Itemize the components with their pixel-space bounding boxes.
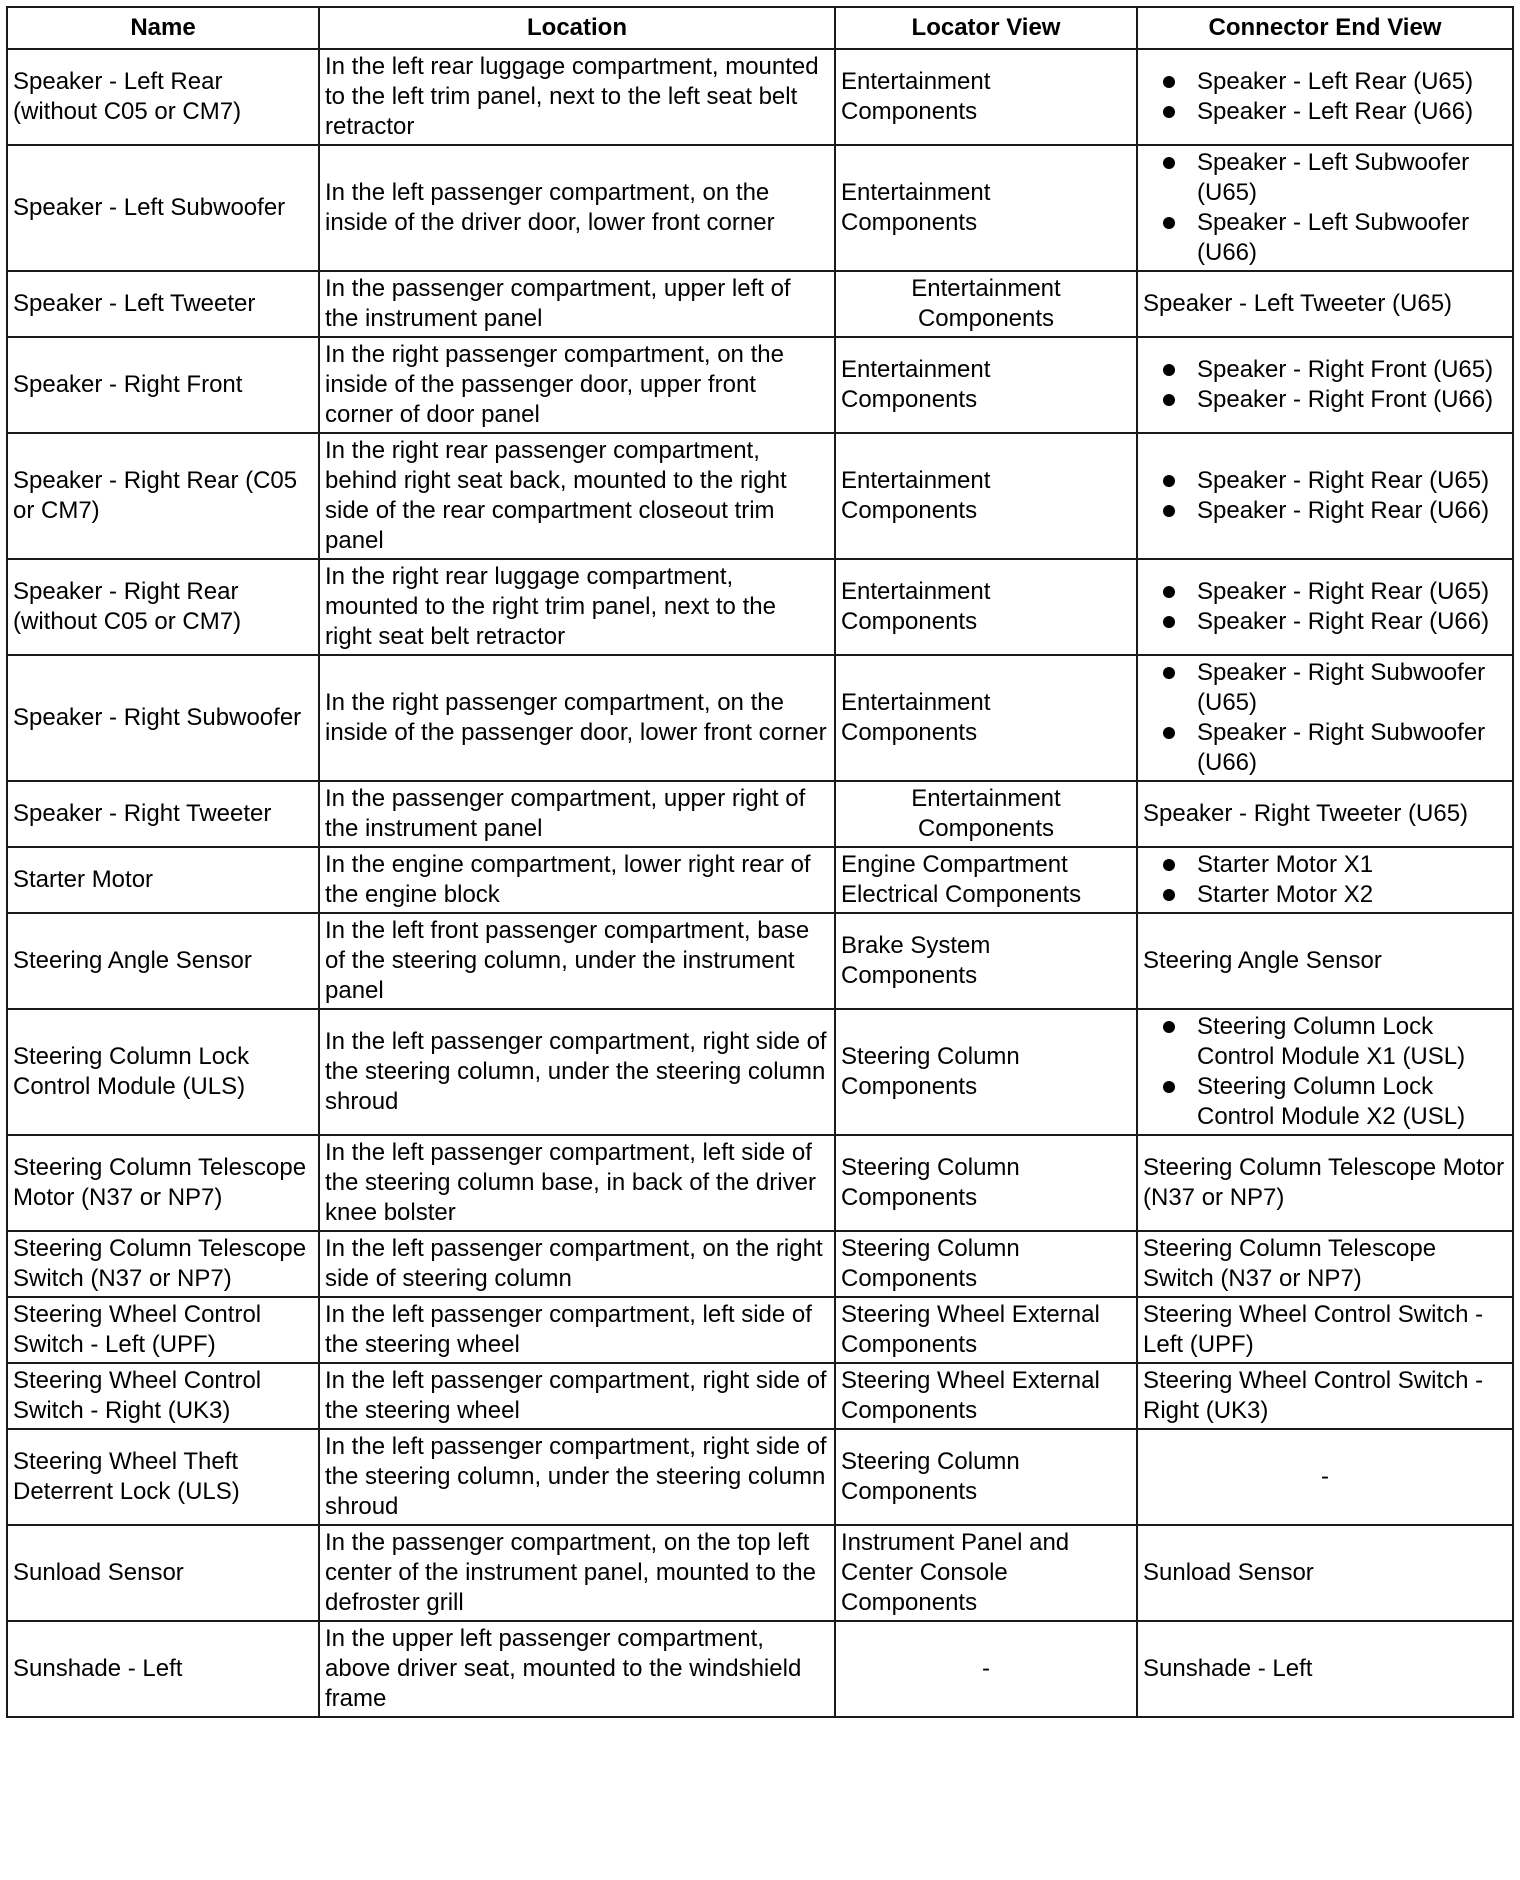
table-row: [7, 145, 1513, 271]
cell-name: Sunload Sensor: [7, 1525, 319, 1621]
cell-location: In the left passenger compartment, left side of the steering column base, in back of the driver knee bolster: [319, 1135, 835, 1231]
cell-locator-view: Entertainment Components: [835, 49, 1137, 145]
cell-connector-end-view: [1137, 1009, 1513, 1135]
cell-connector-end-view: Steering Column Telescope Motor (N37 or NP7): [1137, 1135, 1513, 1231]
connector-list-item: Speaker - Right Rear (U66): [1143, 607, 1507, 637]
cell-name: Speaker - Left Subwoofer: [7, 145, 319, 271]
cell-connector-end-view: Steering Wheel Control Switch - Left (UPF): [1137, 1297, 1513, 1363]
table-row: [7, 1429, 1513, 1525]
connector-list: [1143, 658, 1507, 778]
table-row: [7, 1363, 1513, 1429]
cell-location: In the left passenger compartment, right side of the steering wheel: [319, 1363, 835, 1429]
table-row: [7, 1525, 1513, 1621]
cell-name: Steering Column Telescope Motor (N37 or NP7): [7, 1135, 319, 1231]
table-row: [7, 49, 1513, 145]
cell-name: Starter Motor: [7, 847, 319, 913]
cell-locator-view: Steering Column Components: [835, 1231, 1137, 1297]
connector-list-item: Starter Motor X1: [1143, 850, 1507, 880]
connector-list-item: Steering Column Lock Control Module X1 (USL): [1143, 1012, 1507, 1072]
connector-list: [1143, 577, 1507, 637]
table-row: [7, 1231, 1513, 1297]
cell-locator-view: Steering Column Components: [835, 1429, 1137, 1525]
cell-connector-end-view: [1137, 145, 1513, 271]
cell-location: In the left passenger compartment, on the inside of the driver door, lower front corner: [319, 145, 835, 271]
table-row: [7, 913, 1513, 1009]
cell-location: In the left front passenger compartment, base of the steering column, under the instrument panel: [319, 913, 835, 1009]
cell-name: Steering Wheel Control Switch - Right (UK3): [7, 1363, 319, 1429]
cell-name: Speaker - Right Subwoofer: [7, 655, 319, 781]
connector-list-item: Speaker - Right Subwoofer (U65): [1143, 658, 1507, 718]
column-header-location: Location: [319, 7, 835, 49]
cell-locator-view: Engine Compartment Electrical Components: [835, 847, 1137, 913]
column-header-name: Name: [7, 7, 319, 49]
component-locator-table-page: [6, 6, 1512, 1718]
connector-list: [1143, 355, 1507, 415]
cell-location: In the passenger compartment, upper right of the instrument panel: [319, 781, 835, 847]
cell-location: In the passenger compartment, on the top left center of the instrument panel, mounted to the defroster grill: [319, 1525, 835, 1621]
cell-locator-view: Entertainment Components: [835, 559, 1137, 655]
cell-location: In the engine compartment, lower right rear of the engine block: [319, 847, 835, 913]
cell-connector-end-view: [1137, 559, 1513, 655]
cell-connector-end-view: [1137, 655, 1513, 781]
cell-name: Speaker - Right Tweeter: [7, 781, 319, 847]
cell-name: Steering Wheel Control Switch - Left (UPF): [7, 1297, 319, 1363]
table-row: [7, 781, 1513, 847]
connector-list-item: Speaker - Left Subwoofer (U65): [1143, 148, 1507, 208]
cell-connector-end-view: [1137, 337, 1513, 433]
cell-name: Speaker - Right Front: [7, 337, 319, 433]
component-locator-table: [6, 6, 1514, 1718]
cell-connector-end-view: Sunshade - Left: [1137, 1621, 1513, 1717]
cell-locator-view: Entertainment Components: [835, 145, 1137, 271]
cell-locator-view: Entertainment Components: [835, 781, 1137, 847]
cell-locator-view: Steering Wheel External Components: [835, 1297, 1137, 1363]
table-row: [7, 655, 1513, 781]
table-body: [7, 49, 1513, 1717]
cell-location: In the right passenger compartment, on the inside of the passenger door, upper front corner of door panel: [319, 337, 835, 433]
cell-locator-view: Brake System Components: [835, 913, 1137, 1009]
cell-connector-end-view: Steering Angle Sensor: [1137, 913, 1513, 1009]
cell-location: In the right passenger compartment, on the inside of the passenger door, lower front corner: [319, 655, 835, 781]
cell-name: Speaker - Left Tweeter: [7, 271, 319, 337]
cell-name: Steering Wheel Theft Deterrent Lock (ULS): [7, 1429, 319, 1525]
cell-name: Steering Column Lock Control Module (ULS): [7, 1009, 319, 1135]
table-row: [7, 1297, 1513, 1363]
cell-location: In the left rear luggage compartment, mounted to the left trim panel, next to the left seat belt retractor: [319, 49, 835, 145]
cell-locator-view: Entertainment Components: [835, 271, 1137, 337]
cell-location: In the right rear luggage compartment, mounted to the right trim panel, next to the right seat belt retractor: [319, 559, 835, 655]
cell-location: In the right rear passenger compartment, behind right seat back, mounted to the right side of the rear compartment closeout trim panel: [319, 433, 835, 559]
table-row: [7, 1621, 1513, 1717]
cell-connector-end-view: [1137, 847, 1513, 913]
connector-list: [1143, 466, 1507, 526]
connector-list-item: Steering Column Lock Control Module X2 (USL): [1143, 1072, 1507, 1132]
cell-name: Speaker - Right Rear (without C05 or CM7): [7, 559, 319, 655]
cell-locator-view: Instrument Panel and Center Console Components: [835, 1525, 1137, 1621]
cell-locator-view: Steering Column Components: [835, 1009, 1137, 1135]
cell-connector-end-view: Steering Column Telescope Switch (N37 or NP7): [1137, 1231, 1513, 1297]
cell-name: Speaker - Left Rear (without C05 or CM7): [7, 49, 319, 145]
connector-list: [1143, 148, 1507, 268]
cell-connector-end-view: Speaker - Left Tweeter (U65): [1137, 271, 1513, 337]
connector-list-item: Speaker - Left Rear (U66): [1143, 97, 1507, 127]
connector-list-item: Speaker - Right Rear (U65): [1143, 466, 1507, 496]
cell-name: Steering Column Telescope Switch (N37 or NP7): [7, 1231, 319, 1297]
table-row: [7, 559, 1513, 655]
cell-locator-view: Steering Column Components: [835, 1135, 1137, 1231]
cell-connector-end-view: [1137, 433, 1513, 559]
table-row: [7, 1009, 1513, 1135]
connector-list-item: Speaker - Left Rear (U65): [1143, 67, 1507, 97]
connector-list-item: Speaker - Right Subwoofer (U66): [1143, 718, 1507, 778]
column-header-connector-end-view: Connector End View: [1137, 7, 1513, 49]
column-header-locator-view: Locator View: [835, 7, 1137, 49]
cell-locator-view: Entertainment Components: [835, 655, 1137, 781]
cell-name: Steering Angle Sensor: [7, 913, 319, 1009]
cell-connector-end-view: Steering Wheel Control Switch - Right (UK3): [1137, 1363, 1513, 1429]
cell-location: In the left passenger compartment, left side of the steering wheel: [319, 1297, 835, 1363]
header-row: [7, 7, 1513, 49]
cell-location: In the upper left passenger compartment, above driver seat, mounted to the windshield frame: [319, 1621, 835, 1717]
table-row: [7, 271, 1513, 337]
connector-list-item: Starter Motor X2: [1143, 880, 1507, 910]
connector-list-item: Speaker - Right Front (U65): [1143, 355, 1507, 385]
cell-name: Sunshade - Left: [7, 1621, 319, 1717]
connector-list-item: Speaker - Right Rear (U66): [1143, 496, 1507, 526]
connector-list: [1143, 850, 1507, 910]
table-row: [7, 433, 1513, 559]
cell-location: In the left passenger compartment, right side of the steering column, under the steering column shroud: [319, 1429, 835, 1525]
cell-locator-view: Entertainment Components: [835, 337, 1137, 433]
connector-list-item: Speaker - Left Subwoofer (U66): [1143, 208, 1507, 268]
cell-locator-view: Steering Wheel External Components: [835, 1363, 1137, 1429]
cell-location: In the left passenger compartment, on the right side of steering column: [319, 1231, 835, 1297]
cell-connector-end-view: [1137, 49, 1513, 145]
connector-list-item: Speaker - Right Front (U66): [1143, 385, 1507, 415]
cell-locator-view: -: [835, 1621, 1137, 1717]
connector-list: [1143, 1012, 1507, 1132]
cell-location: In the passenger compartment, upper left of the instrument panel: [319, 271, 835, 337]
connector-list-item: Speaker - Right Rear (U65): [1143, 577, 1507, 607]
cell-name: Speaker - Right Rear (C05 or CM7): [7, 433, 319, 559]
connector-list: [1143, 67, 1507, 127]
table-row: [7, 847, 1513, 913]
cell-connector-end-view: Speaker - Right Tweeter (U65): [1137, 781, 1513, 847]
table-row: [7, 1135, 1513, 1231]
cell-connector-end-view: -: [1137, 1429, 1513, 1525]
cell-connector-end-view: Sunload Sensor: [1137, 1525, 1513, 1621]
table-row: [7, 337, 1513, 433]
cell-locator-view: Entertainment Components: [835, 433, 1137, 559]
cell-location: In the left passenger compartment, right side of the steering column, under the steering column shroud: [319, 1009, 835, 1135]
